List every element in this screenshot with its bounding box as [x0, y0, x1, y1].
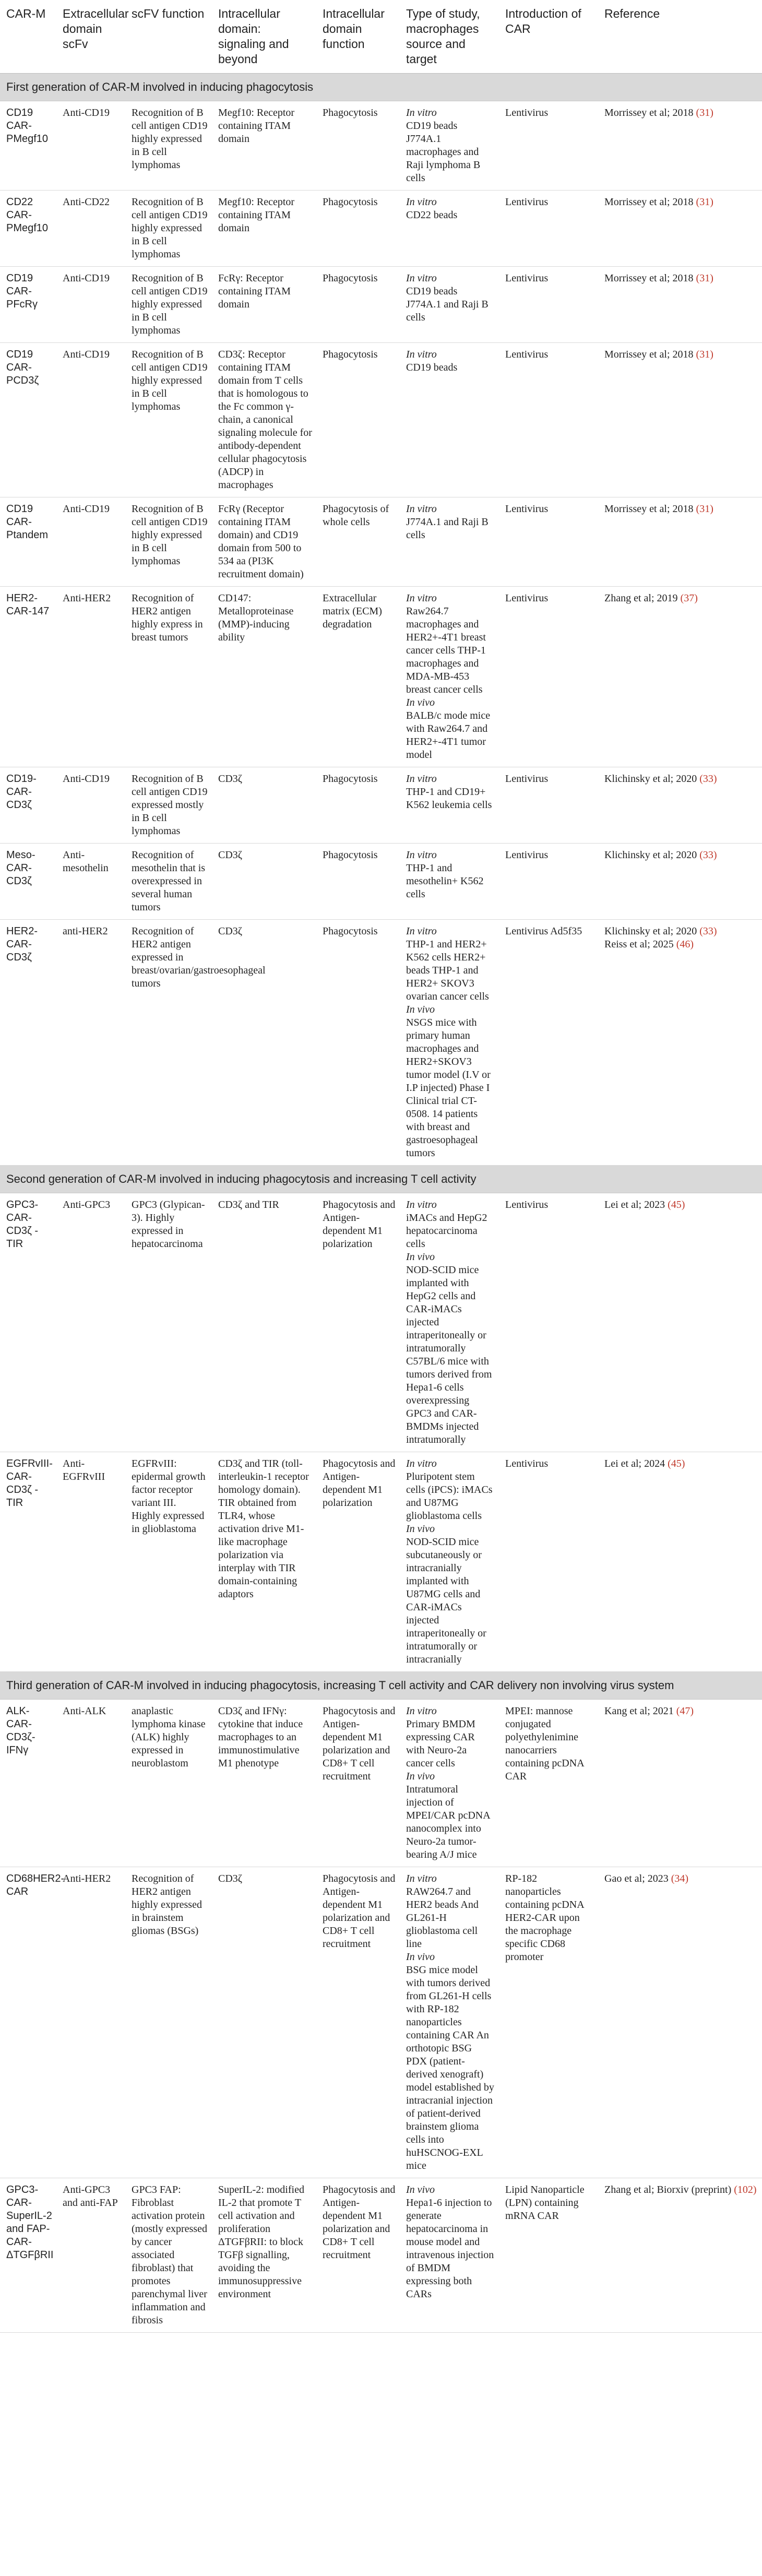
scfv-function-cell: Recognition of B cell antigen CD19 highly expressed in B cell lymphomas	[125, 191, 212, 267]
table-row	[0, 920, 762, 1166]
reference-text: Zhang et al; Biorxiv (preprint)	[604, 2184, 734, 2195]
scfv-cell: Anti-ALK	[56, 1700, 125, 1867]
car-m-cell: CD19 CAR-PCD3ζ	[0, 343, 56, 497]
intracellular-function-cell: Phagocytosis and Antigen-dependent M1 polarization and CD8+ T cell recruitment	[316, 2178, 400, 2333]
intracellular-domain-cell: FcRγ: Receptor containing ITAM domain	[212, 267, 316, 343]
column-header: Extracellular domain scFv	[56, 0, 125, 74]
car-m-cell: GPC3-CAR-SuperIL-2 and FAP-CAR-ΔTGFβRII	[0, 2178, 56, 2333]
reference-number: (37)	[680, 592, 698, 604]
section-row	[0, 1166, 762, 1193]
car-m-cell: HER2-CAR-147	[0, 587, 56, 767]
intracellular-domain-cell: CD3ζ	[212, 920, 316, 1166]
study-cell	[400, 1867, 499, 2178]
scfv-function-cell: Recognition of B cell antigen CD19 highly expressed in B cell lymphomas	[125, 267, 212, 343]
scfv-cell: Anti-GPC3 and anti-FAP	[56, 2178, 125, 2333]
car-introduction-cell: Lentivirus	[499, 343, 598, 497]
scfv-cell: Anti-CD19	[56, 101, 125, 191]
car-m-cell: HER2-CAR-CD3ζ	[0, 920, 56, 1166]
reference-number: (33)	[699, 773, 717, 785]
study-detail: BSG mice model with tumors derived from GL261-H cells with RP-182 nanoparticles containing CAR An orthotopic BSG PDX (patient-derived xenograft) model established by intracranial injection of patient-derived brainstem glioma cells into huHSCNOG-EXL mice	[406, 1964, 494, 2171]
car-introduction-cell: Lipid Nanoparticle (LPN) containing mRNA CAR	[499, 2178, 598, 2333]
study-detail: BALB/c mode mice with Raw264.7 and HER2+-4T1 tumor model	[406, 710, 491, 761]
reference-cell	[598, 191, 762, 267]
table-row	[0, 101, 762, 191]
reference-number: (47)	[676, 1705, 694, 1717]
column-header: scFV function	[125, 0, 212, 74]
table-row	[0, 1700, 762, 1867]
section-row	[0, 1672, 762, 1700]
reference-entry	[604, 1705, 758, 1718]
study-detail: Intratumoral injection of MPEI/CAR pcDNA nanocomplex into Neuro-2a tumor-bearing A/J mice	[406, 1784, 490, 1860]
intracellular-function-cell: Phagocytosis	[316, 267, 400, 343]
car-introduction-cell: Lentivirus	[499, 191, 598, 267]
car-m-cell: EGFRvIII-CAR-CD3ζ -TIR	[0, 1452, 56, 1672]
table-row	[0, 343, 762, 497]
scfv-cell: Anti-CD22	[56, 191, 125, 267]
scfv-cell: Anti-HER2	[56, 1867, 125, 2178]
intracellular-domain-cell: CD3ζ	[212, 844, 316, 920]
reference-entry	[604, 503, 758, 516]
reference-cell	[598, 2178, 762, 2333]
column-header: Introduction of CAR	[499, 0, 598, 74]
table-row	[0, 767, 762, 844]
study-detail: Hepa1-6 injection to generate hepatocarcinoma in mouse model and intravenous injection of BMDM expressing both CARs	[406, 2197, 494, 2300]
study-detail: Raw264.7 macrophages and HER2+-4T1 breast cancer cells THP-1 macrophages and MDA-MB-453 breast cancer cells	[406, 606, 486, 695]
study-type-label: In vivo	[406, 1771, 435, 1782]
reference-text: Klichinsky et al; 2020	[604, 925, 700, 937]
study-detail: NSGS mice with primary human macrophages and HER2+SKOV3 tumor model (I.V or I.P injected) Phase I Clinical trial CT-0508. 14 patients with breast and gastroesophageal tumors	[406, 1017, 491, 1159]
reference-number: (33)	[699, 925, 717, 937]
reference-entry	[604, 592, 758, 605]
reference-number: (31)	[696, 196, 713, 208]
intracellular-domain-cell: CD147: Metalloproteinase (MMP)-inducing ability	[212, 587, 316, 767]
scfv-function-cell: Recognition of B cell antigen CD19 highly expressed in B cell lymphomas	[125, 101, 212, 191]
reference-number: (46)	[676, 939, 694, 950]
study-type-label: In vivo	[406, 1951, 435, 1963]
intracellular-function-cell: Phagocytosis	[316, 343, 400, 497]
car-introduction-cell: Lentivirus	[499, 587, 598, 767]
car-m-cell: ALK-CAR-CD3ζ-IFNγ	[0, 1700, 56, 1867]
intracellular-domain-cell: CD3ζ: Receptor containing ITAM domain from T cells that is homologous to the Fc common γ-chain, a canonical signaling molecule for antibody-dependent cellular phagocytosis (ADCP) in macrophages	[212, 343, 316, 497]
study-type-label: In vitro	[406, 1873, 437, 1884]
study-detail: J774A.1 and Raji B cells	[406, 516, 489, 541]
study-cell	[400, 101, 499, 191]
scfv-function-cell: Recognition of HER2 antigen highly expressed in brainstem gliomas (BSGs)	[125, 1867, 212, 2178]
car-introduction-cell: Lentivirus	[499, 267, 598, 343]
reference-cell	[598, 767, 762, 844]
scfv-function-cell: anaplastic lymphoma kinase (ALK) highly expressed in neuroblastom	[125, 1700, 212, 1867]
study-detail: NOD-SCID mice implanted with HepG2 cells and CAR-iMACs injected intraperitoneally or intratumorally C57BL/6 mice with tumors derived from Hepa1-6 cells overexpressing GPC3 and CAR-BMDMs injected intratumorally	[406, 1264, 492, 1445]
scfv-cell: Anti-mesothelin	[56, 844, 125, 920]
reference-entry	[604, 196, 758, 209]
reference-number: (31)	[696, 503, 713, 515]
car-m-cell: CD19 CAR-PMegf10	[0, 101, 56, 191]
study-cell	[400, 191, 499, 267]
study-type-label: In vitro	[406, 107, 437, 118]
car-m-cell: CD19 CAR-Ptandem	[0, 497, 56, 587]
study-detail: CD19 beads	[406, 362, 458, 373]
reference-text: Reiss et al; 2025	[604, 939, 676, 950]
table-row	[0, 497, 762, 587]
reference-entry	[604, 1872, 758, 1885]
car-introduction-cell: Lentivirus	[499, 844, 598, 920]
study-type-label: In vivo	[406, 1004, 435, 1015]
intracellular-domain-cell: CD3ζ and TIR	[212, 1193, 316, 1452]
study-detail: CD19 beads J774A.1 macrophages and Raji lymphoma B cells	[406, 120, 481, 184]
reference-text: Gao et al; 2023	[604, 1873, 671, 1884]
scfv-cell: Anti-CD19	[56, 497, 125, 587]
study-cell	[400, 343, 499, 497]
reference-number: (31)	[696, 272, 713, 284]
reference-entry	[604, 938, 758, 951]
car-m-cell: Meso-CAR-CD3ζ	[0, 844, 56, 920]
intracellular-domain-cell: Megf10: Receptor containing ITAM domain	[212, 191, 316, 267]
section-title: Second generation of CAR-M involved in inducing phagocytosis and increasing T cell activity	[0, 1166, 762, 1193]
car-introduction-cell: Lentivirus	[499, 497, 598, 587]
study-detail: RAW264.7 and HER2 beads And GL261-H glioblastoma cell line	[406, 1886, 479, 1950]
car-introduction-cell: Lentivirus	[499, 1193, 598, 1452]
reference-entry	[604, 272, 758, 285]
table-header	[0, 0, 762, 74]
intracellular-domain-cell: CD3ζ	[212, 767, 316, 844]
reference-entry	[604, 849, 758, 862]
table-row	[0, 587, 762, 767]
study-type-label: In vitro	[406, 196, 437, 208]
reference-cell	[598, 267, 762, 343]
car-introduction-cell: Lentivirus	[499, 767, 598, 844]
column-header: Intracellular domain: signaling and beyond	[212, 0, 316, 74]
study-type-label: In vitro	[406, 925, 437, 937]
reference-number: (31)	[696, 107, 713, 118]
intracellular-function-cell: Phagocytosis of whole cells	[316, 497, 400, 587]
reference-number: (45)	[668, 1199, 685, 1210]
scfv-function-cell: Recognition of HER2 antigen highly express in breast tumors	[125, 587, 212, 767]
reference-number: (102)	[734, 2184, 757, 2195]
reference-entry	[604, 1198, 758, 1212]
study-detail: iMACs and HepG2 hepatocarcinoma cells	[406, 1212, 487, 1250]
intracellular-domain-cell: CD3ζ and IFNγ: cytokine that induce macrophages to an immunostimulative M1 phenotype	[212, 1700, 316, 1867]
reference-cell	[598, 1193, 762, 1452]
study-cell	[400, 767, 499, 844]
reference-text: Lei et al; 2023	[604, 1199, 668, 1210]
table-row	[0, 1452, 762, 1672]
intracellular-function-cell: Phagocytosis	[316, 920, 400, 1166]
scfv-function-cell: EGFRvIII: epidermal growth factor receptor variant III. Highly expressed in glioblastoma	[125, 1452, 212, 1672]
intracellular-function-cell: Phagocytosis and Antigen-dependent M1 polarization and CD8+ T cell recruitment	[316, 1700, 400, 1867]
scfv-function-cell: GPC3 FAP: Fibroblast activation protein (mostly expressed by cancer associated fibroblast) that promotes parenchymal liver inflammation and fibrosis	[125, 2178, 212, 2333]
reference-cell	[598, 101, 762, 191]
reference-cell	[598, 1700, 762, 1867]
study-type-label: In vitro	[406, 1199, 437, 1210]
intracellular-domain-cell: FcRγ (Receptor containing ITAM domain) and CD19 domain from 500 to 534 aa (PI3K recruitment domain)	[212, 497, 316, 587]
study-detail: THP-1 and CD19+ K562 leukemia cells	[406, 786, 492, 811]
reference-text: Klichinsky et al; 2020	[604, 849, 700, 861]
table-body	[0, 74, 762, 2333]
scfv-cell: anti-HER2	[56, 920, 125, 1166]
study-cell	[400, 844, 499, 920]
reference-cell	[598, 1452, 762, 1672]
scfv-cell: Anti-HER2	[56, 587, 125, 767]
scfv-cell: Anti-CD19	[56, 343, 125, 497]
study-type-label: In vitro	[406, 1458, 437, 1469]
section-title: First generation of CAR-M involved in inducing phagocytosis	[0, 74, 762, 101]
car-introduction-cell: Lentivirus	[499, 1452, 598, 1672]
reference-text: Lei et al; 2024	[604, 1458, 668, 1469]
scfv-function-cell: Recognition of B cell antigen CD19 expressed mostly in B cell lymphomas	[125, 767, 212, 844]
reference-entry	[604, 106, 758, 120]
scfv-function-cell: Recognition of HER2 antigen expressed in breast/ovarian/gastroesophageal tumors	[125, 920, 212, 1166]
study-type-label: In vivo	[406, 697, 435, 708]
table-row	[0, 191, 762, 267]
study-type-label: In vivo	[406, 1523, 435, 1535]
study-detail: Primary BMDM expressing CAR with Neuro-2a cancer cells	[406, 1718, 475, 1769]
intracellular-function-cell: Extracellular matrix (ECM) degradation	[316, 587, 400, 767]
study-type-label: In vitro	[406, 592, 437, 604]
study-type-label: In vitro	[406, 773, 437, 785]
study-detail: THP-1 and mesothelin+ K562 cells	[406, 862, 484, 900]
study-detail: THP-1 and HER2+ K562 cells HER2+ beads THP-1 and HER2+ SKOV3 ovarian cancer cells	[406, 939, 489, 1002]
scfv-cell: Anti-GPC3	[56, 1193, 125, 1452]
intracellular-domain-cell: CD3ζ	[212, 1867, 316, 2178]
reference-text: Morrissey et al; 2018	[604, 107, 696, 118]
reference-cell	[598, 844, 762, 920]
section-row	[0, 74, 762, 101]
section-title: Third generation of CAR-M involved in inducing phagocytosis, increasing T cell activity and CAR delivery non involving virus system	[0, 1672, 762, 1700]
table-row	[0, 844, 762, 920]
study-cell	[400, 497, 499, 587]
intracellular-function-cell: Phagocytosis and Antigen-dependent M1 polarization	[316, 1452, 400, 1672]
study-detail: Pluripotent stem cells (iPCS): iMACs and U87MG glioblastoma cells	[406, 1471, 493, 1522]
intracellular-function-cell: Phagocytosis and Antigen-dependent M1 polarization	[316, 1193, 400, 1452]
car-introduction-cell: Lentivirus Ad5f35	[499, 920, 598, 1166]
intracellular-function-cell: Phagocytosis	[316, 844, 400, 920]
reference-entry	[604, 925, 758, 938]
study-type-label: In vivo	[406, 1251, 435, 1263]
study-cell	[400, 1700, 499, 1867]
study-type-label: In vitro	[406, 849, 437, 861]
scfv-function-cell: Recognition of B cell antigen CD19 highly expressed in B cell lymphomas	[125, 497, 212, 587]
reference-text: Morrissey et al; 2018	[604, 272, 696, 284]
column-header: Intracellular domain function	[316, 0, 400, 74]
study-cell	[400, 1193, 499, 1452]
table-row	[0, 267, 762, 343]
table-row	[0, 1867, 762, 2178]
car-m-cell: CD68HER2-CAR	[0, 1867, 56, 2178]
study-cell	[400, 1452, 499, 1672]
reference-cell	[598, 1867, 762, 2178]
reference-text: Zhang et al; 2019	[604, 592, 681, 604]
reference-cell	[598, 587, 762, 767]
reference-text: Klichinsky et al; 2020	[604, 773, 700, 785]
study-type-label: In vitro	[406, 272, 437, 284]
intracellular-function-cell: Phagocytosis	[316, 101, 400, 191]
intracellular-function-cell: Phagocytosis	[316, 767, 400, 844]
reference-number: (45)	[668, 1458, 685, 1469]
study-type-label: In vitro	[406, 349, 437, 360]
table-row	[0, 2178, 762, 2333]
car-m-cell: CD22 CAR-PMegf10	[0, 191, 56, 267]
car-m-cell: CD19-CAR-CD3ζ	[0, 767, 56, 844]
intracellular-domain-cell: CD3ζ and TIR (toll-interleukin-1 receptor homology domain). TIR obtained from TLR4, whose activation drive M1-like macrophage polarization via interplay with TIR domain-containing adaptors	[212, 1452, 316, 1672]
scfv-cell: Anti-CD19	[56, 767, 125, 844]
study-detail: CD22 beads	[406, 209, 458, 221]
scfv-cell: Anti- EGFRvIII	[56, 1452, 125, 1672]
car-introduction-cell: MPEI: mannose conjugated polyethylenimine nanocarriers containing pcDNA CAR	[499, 1700, 598, 1867]
reference-entry	[604, 773, 758, 786]
study-type-label: In vivo	[406, 2184, 435, 2195]
reference-cell	[598, 920, 762, 1166]
column-header: Type of study, macrophages source and target	[400, 0, 499, 74]
car-introduction-cell: Lentivirus	[499, 101, 598, 191]
reference-entry	[604, 2183, 758, 2197]
column-header: CAR-M	[0, 0, 56, 74]
reference-text: Morrissey et al; 2018	[604, 196, 696, 208]
reference-text: Kang et al; 2021	[604, 1705, 676, 1717]
study-type-label: In vitro	[406, 503, 437, 515]
intracellular-function-cell: Phagocytosis and Antigen-dependent M1 polarization and CD8+ T cell recruitment	[316, 1867, 400, 2178]
scfv-function-cell: Recognition of B cell antigen CD19 highly expressed in B cell lymphomas	[125, 343, 212, 497]
intracellular-domain-cell: SuperIL-2: modified IL-2 that promote T cell activation and proliferation ΔTGFβRII: to block TGFβ signalling, avoiding the immunosuppressive environment	[212, 2178, 316, 2333]
study-cell	[400, 2178, 499, 2333]
intracellular-domain-cell: Megf10: Receptor containing ITAM domain	[212, 101, 316, 191]
reference-number: (31)	[696, 349, 713, 360]
reference-entry	[604, 1457, 758, 1470]
scfv-cell: Anti-CD19	[56, 267, 125, 343]
scfv-function-cell: Recognition of mesothelin that is overexpressed in several human tumors	[125, 844, 212, 920]
reference-cell	[598, 497, 762, 587]
car-m-cell: CD19 CAR-PFcRγ	[0, 267, 56, 343]
reference-number: (34)	[671, 1873, 689, 1884]
study-cell	[400, 920, 499, 1166]
column-header: Reference	[598, 0, 762, 74]
study-detail: CD19 beads J774A.1 and Raji B cells	[406, 286, 489, 323]
reference-cell	[598, 343, 762, 497]
table-row	[0, 1193, 762, 1452]
reference-entry	[604, 348, 758, 361]
study-detail: NOD-SCID mice subcutaneously or intracranially implanted with U87MG cells and CAR-iMACs injected intraperitoneally or intratumorally or intracranially	[406, 1536, 486, 1665]
intracellular-function-cell: Phagocytosis	[316, 191, 400, 267]
reference-number: (33)	[699, 849, 717, 861]
study-cell	[400, 267, 499, 343]
reference-text: Morrissey et al; 2018	[604, 349, 696, 360]
reference-text: Morrissey et al; 2018	[604, 503, 696, 515]
study-type-label: In vitro	[406, 1705, 437, 1717]
car-introduction-cell: RP-182 nanoparticles containing pcDNA HER2-CAR upon the macrophage specific CD68 promoter	[499, 1867, 598, 2178]
scfv-function-cell: GPC3 (Glypican-3). Highly expressed in hepatocarcinoma	[125, 1193, 212, 1452]
study-cell	[400, 587, 499, 767]
car-m-cell: GPC3-CAR-CD3ζ -TIR	[0, 1193, 56, 1452]
